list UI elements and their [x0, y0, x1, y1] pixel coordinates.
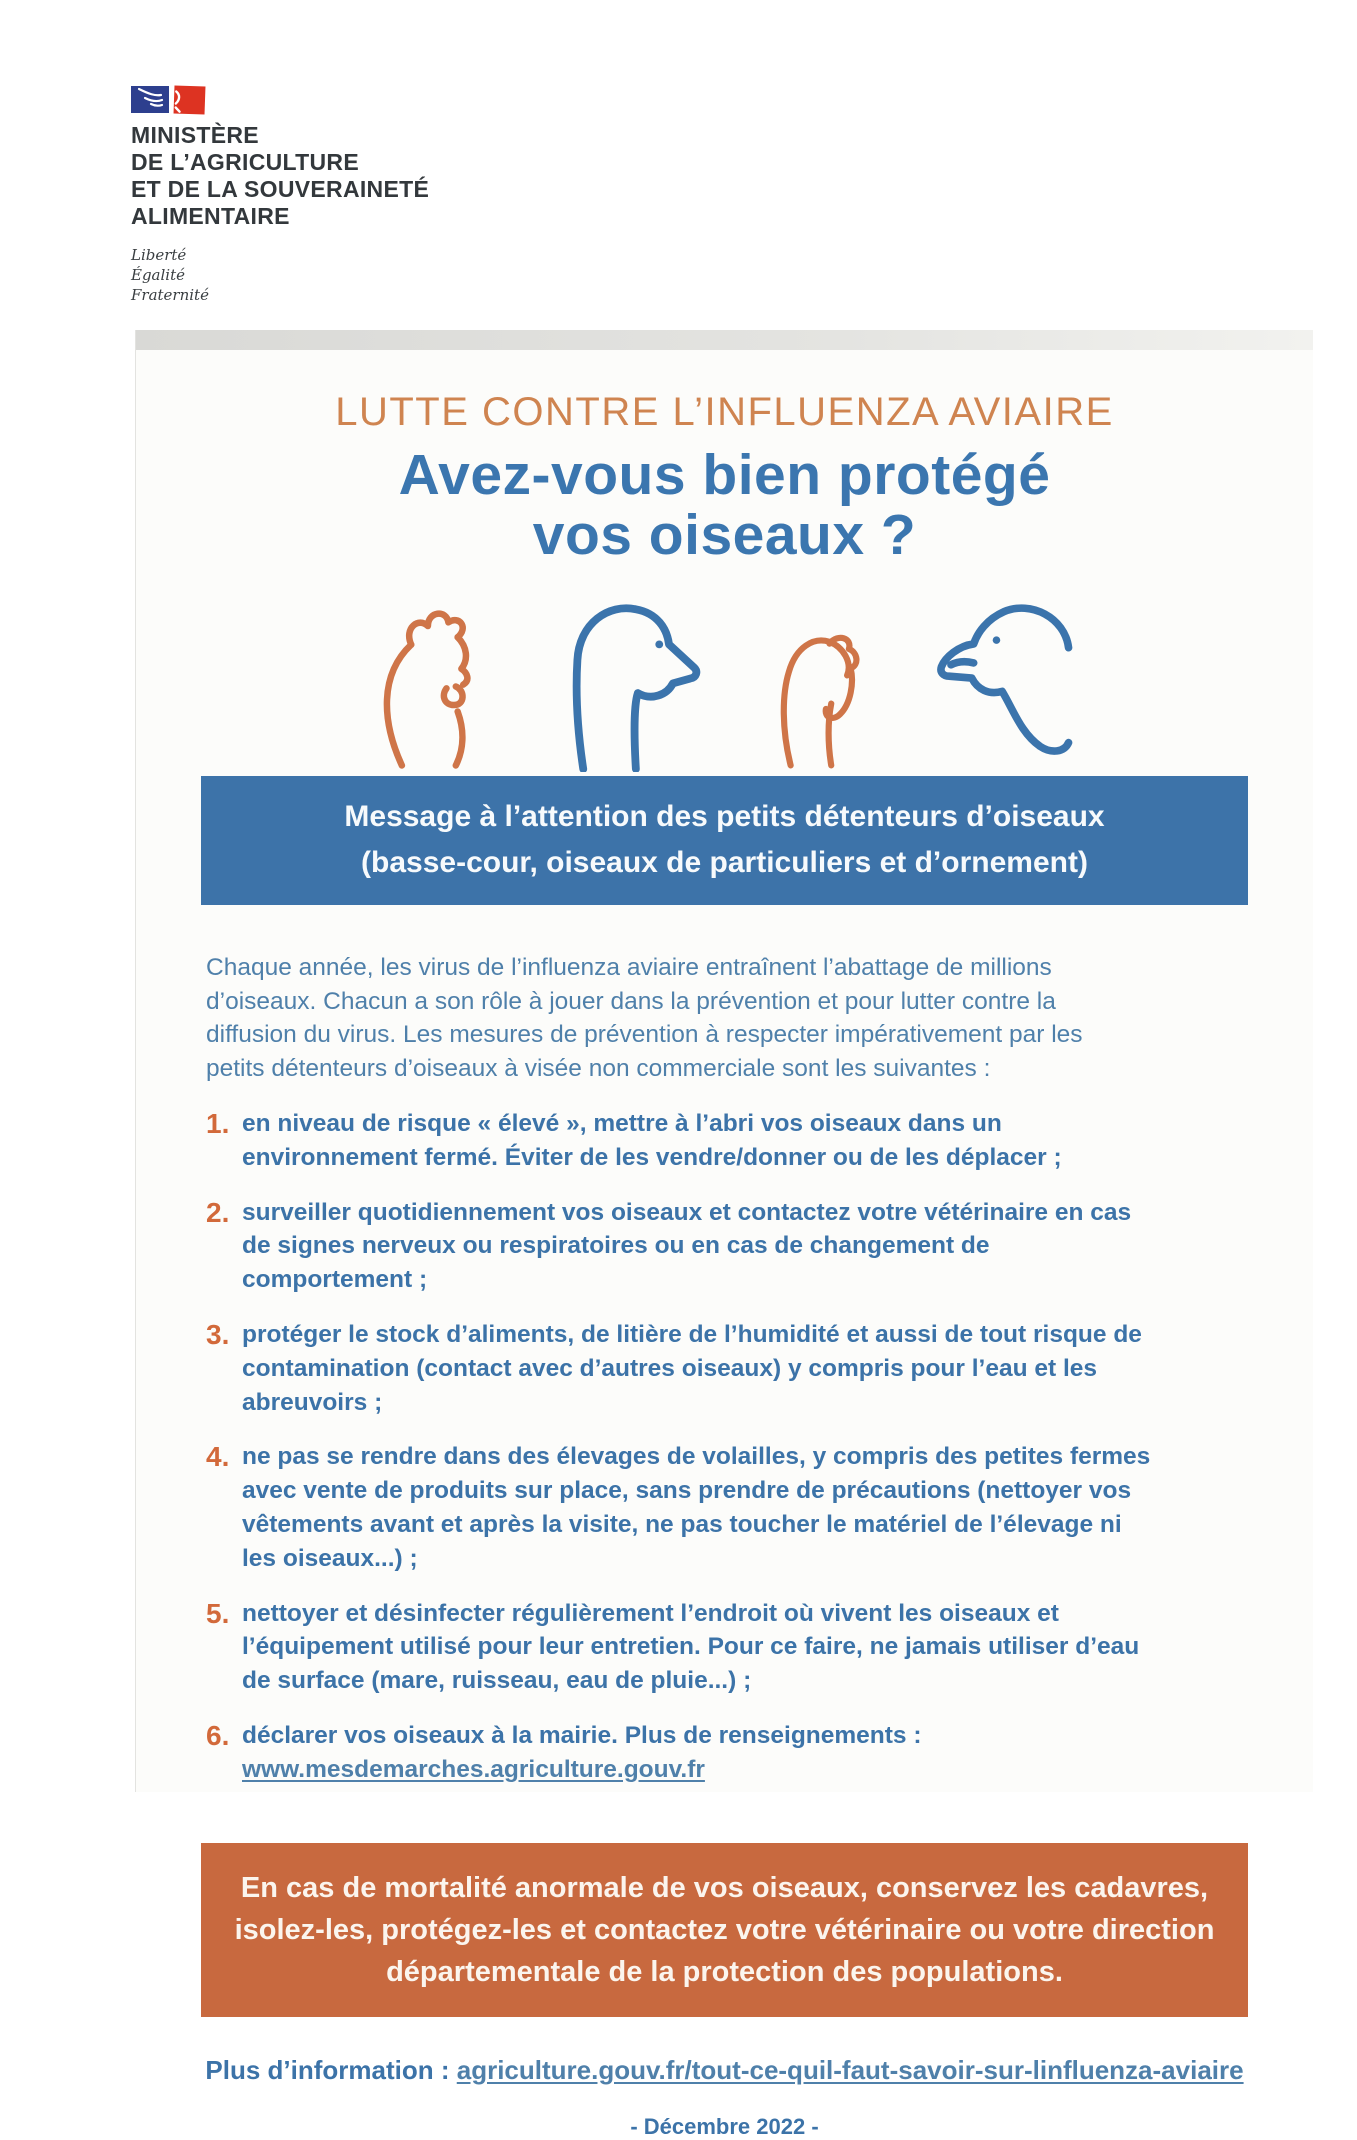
ministry-name-line: DE L’AGRICULTURE	[131, 149, 359, 176]
item-number: 3.	[206, 1318, 230, 1350]
avian-flu-poster	[135, 330, 1313, 2139]
item-number: 1.	[206, 1108, 230, 1139]
bird-illustrations	[136, 582, 1313, 772]
poster-title	[136, 445, 1313, 566]
list-item-5	[206, 1597, 1156, 1698]
motto-line: Fraternité	[131, 286, 209, 304]
list-item-6	[206, 1719, 1156, 1787]
message-banner-line2: (basse-cour, oiseaux de particuliers et d’ornement)	[361, 846, 1088, 880]
item-text: en niveau de risque « élevé », mettre à l’abri vos oiseaux dans un environnement fermé. Éviter de les vendre/donner ou de les déplacer ;	[242, 1110, 1062, 1171]
ministry-header	[131, 86, 429, 305]
list-item-3	[206, 1318, 1156, 1419]
flag-blue-block	[131, 86, 169, 113]
more-info-line	[136, 2055, 1313, 2086]
ministry-name-line: ET DE LA SOUVERAINETÉ	[131, 176, 430, 203]
message-banner	[201, 776, 1248, 905]
item-number: 2.	[206, 1196, 230, 1228]
mesdemarches-link[interactable]: www.mesdemarches.agriculture.gouv.fr	[242, 1755, 705, 1783]
ministry-name-line: MINISTÈRE	[131, 122, 259, 148]
item-number: 5.	[206, 1597, 230, 1629]
item-number: 6.	[206, 1719, 230, 1751]
poster-title-line2: vos oiseaux ?	[532, 503, 917, 568]
alert-line1: En cas de mortalité anormale de vos oiseaux, conservez les cadavres,	[240, 1871, 1209, 1904]
ministry-name-line: ALIMENTAIRE	[131, 203, 290, 230]
item-text	[242, 1719, 1156, 1787]
chicken-icon	[361, 587, 519, 772]
agriculture-gouv-link[interactable]: agriculture.gouv.fr/tout-ce-quil-faut-savoir-sur-linfluenza-aviaire	[456, 2054, 1244, 2085]
flag-red-block	[174, 85, 206, 114]
alert-line2: isolez-les, protégez-les et contactez votre vétérinaire ou votre direction	[234, 1913, 1215, 1946]
publication-date: - Décembre 2022 -	[630, 2113, 819, 2139]
duck-icon	[921, 587, 1089, 772]
french-flag-logo	[131, 86, 429, 116]
item-text: protéger le stock d’aliments, de litière de l’humidité et aussi de tout risque de contamination (contact avec d’autres oiseaux) y compris pour l’eau et les abreuvoirs ;	[242, 1320, 1142, 1416]
item-text-prefix: déclarer vos oiseaux à la mairie. Plus de renseignements :	[242, 1721, 922, 1749]
item-text: nettoyer et désinfecter régulièrement l’endroit où vivent les oiseaux et l’équipement utilisé pour leur entretien. Pour ce faire, ne jamais utiliser d’eau de surface (mare, ruisseau, eau de pluie...) ;	[242, 1599, 1140, 1695]
list-item-1	[206, 1107, 1156, 1175]
more-info-label: Plus d’information :	[205, 2054, 457, 2085]
list-item-2	[206, 1196, 1156, 1297]
motto-line: Liberté	[131, 245, 187, 264]
turkey-icon	[743, 592, 893, 772]
alert-banner	[201, 1843, 1248, 2017]
message-banner-line1: Message à l’attention des petits détenteurs d’oiseaux	[344, 799, 1105, 833]
intro-paragraph: Chaque année, les virus de l’influenza aviaire entraînent l’abattage de millions d’oiseaux. Chacun a son rôle à jouer dans la prévention et pour lutter contre la diffusion du virus. Les mesures de prévention à respecter impérativement par les petits détenteurs d’oiseaux à visée non commerciale sont les suivantes :	[206, 953, 1083, 1083]
item-number: 4.	[206, 1441, 230, 1473]
ministry-name	[131, 122, 429, 231]
item-text: surveiller quotidiennement vos oiseaux et contactez votre vétérinaire en cas de signes nerveux ou respiratoires ou en cas de changement de comportement ;	[242, 1198, 1132, 1294]
item-text: ne pas se rendre dans des élevages de volailles, y compris des petites fermes avec vente de produits sur place, sans prendre de précautions (nettoyer vos vêtements avant et après la visite, ne pas toucher le matériel de l’élevage ni les oiseaux...) ;	[242, 1443, 1151, 1572]
alert-line3: départementale de la protection des populations.	[386, 1955, 1063, 1988]
list-item-4	[206, 1440, 1156, 1575]
measures-list	[206, 1107, 1156, 1787]
poster-title-line1: Avez-vous bien protégé	[398, 443, 1051, 507]
campaign-kicker: LUTTE CONTRE L’INFLUENZA AVIAIRE	[335, 390, 1114, 434]
goose-icon	[547, 582, 715, 772]
motto-line: Égalité	[131, 265, 185, 284]
scan-artifact-band	[136, 330, 1313, 350]
republic-motto	[131, 245, 429, 306]
